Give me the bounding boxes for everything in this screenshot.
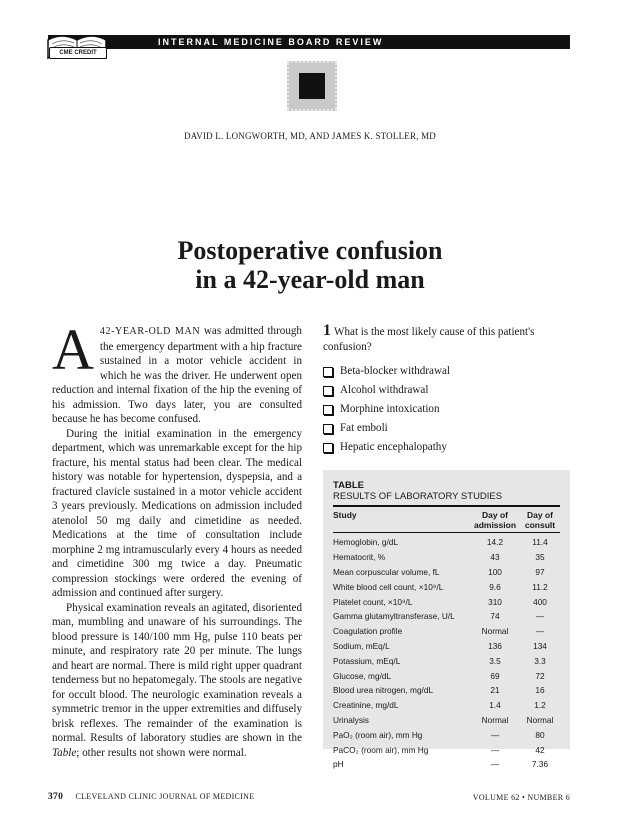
- row-admission: 136: [488, 640, 502, 651]
- row-study: Hematocrit, %: [333, 552, 386, 563]
- row-admission: 100: [488, 566, 502, 577]
- row-study: Creatinine, mg/dL: [333, 700, 399, 711]
- row-consult: 42: [535, 744, 545, 755]
- row-consult: 72: [535, 670, 545, 681]
- question-number: 1: [323, 322, 331, 339]
- row-admission: 1.4: [489, 700, 501, 711]
- row-admission: —: [490, 744, 500, 755]
- case-narrative: [52, 317, 302, 760]
- row-study: Hemoglobin, g/dL: [333, 537, 399, 548]
- row-consult: 11.2: [532, 581, 548, 592]
- row-consult: 80: [535, 729, 545, 740]
- table-row: [333, 565, 560, 580]
- row-consult: 400: [533, 596, 547, 607]
- row-study: Platelet count, ×10⁹/L: [333, 596, 413, 607]
- row-admission: 21: [490, 685, 500, 696]
- row-admission: 3.5: [489, 655, 501, 666]
- row-consult: 134: [533, 640, 547, 651]
- row-study: Blood urea nitrogen, mg/dL: [333, 685, 434, 696]
- row-consult: 16: [535, 685, 545, 696]
- question-text: What is the most likely cause of this patient's confusion?: [323, 326, 535, 353]
- case-paragraph-2: During the initial examination in the emergency department, which was unremarkable except for the hip fracture, his mental status had been clear. The medical history was notable for hypertension, dyspepsia, and a fractured clavicle sustained in a motor vehicle accident 3 years previously. Medications on admission included atenolol 50 mg daily and cimetidine as needed. Medications at the time of consultation include morphine 2 mg intramuscularly every 4 hours as needed and cimetidine 300 mg twice a day. Pneumatic compression stockings were ordered the evening of admission and continued after surgery.: [52, 427, 302, 599]
- answer-options: [323, 362, 569, 457]
- case-paragraph-1: A 42-YEAR-OLD MAN was admitted through the emergency department with a hip fracture sustained in a motor vehicle accident in which he was the driver. He underwent open reduction and internal fixation of the hip the evening of his admission. Two days later, you are consulted because he has become confused.: [52, 317, 302, 425]
- row-consult: —: [535, 611, 545, 622]
- row-consult: 3.3: [534, 655, 546, 666]
- answer-option[interactable]: Alcohol withdrawal: [323, 381, 569, 400]
- article-title: [0, 236, 620, 294]
- answer-option[interactable]: Morphine intoxication: [323, 400, 569, 419]
- row-study: White blood cell count, ×10⁹/L: [333, 581, 444, 592]
- table-rule-top: [333, 505, 560, 507]
- row-admission: —: [490, 729, 500, 740]
- journal-emblem-icon: [287, 61, 337, 111]
- row-admission: Normal: [481, 626, 509, 637]
- page-number: 370: [48, 792, 64, 802]
- table-row: [333, 713, 560, 728]
- row-study: Gamma glutamyltransferase, U/L: [333, 611, 455, 622]
- row-consult: 97: [535, 566, 545, 577]
- row-admission: 74: [490, 611, 500, 622]
- row-consult: 7.36: [531, 759, 549, 770]
- row-study: Sodium, mEq/L: [333, 640, 390, 651]
- table-row: [333, 683, 560, 698]
- row-consult: —: [535, 626, 545, 637]
- title-line-2: in a 42-year-old man: [195, 265, 425, 294]
- table-row: [333, 550, 560, 565]
- row-study: Mean corpuscular volume, fL: [333, 566, 440, 577]
- checkbox-icon[interactable]: [323, 443, 333, 453]
- section-header-bar: [48, 35, 570, 49]
- row-admission: 14.2: [486, 537, 504, 548]
- journal-name: CLEVELAND CLINIC JOURNAL OF MEDICINE: [75, 792, 255, 801]
- table-row: [333, 579, 560, 594]
- drop-cap: A: [52, 317, 94, 382]
- table-row: [333, 668, 560, 683]
- lab-results-table: [323, 470, 570, 770]
- checkbox-icon[interactable]: [323, 386, 333, 396]
- table-label: TABLE: [333, 480, 364, 491]
- page-footer: [48, 792, 570, 806]
- checkbox-icon[interactable]: [323, 367, 333, 377]
- column-header-study: Study: [333, 510, 357, 520]
- table-row: [333, 609, 560, 624]
- question-block: [323, 324, 569, 457]
- row-study: pH: [333, 759, 344, 770]
- row-admission: Normal: [481, 714, 509, 725]
- title-line-1: Postoperative confusion: [177, 236, 443, 265]
- table-rule-header: [333, 532, 560, 533]
- table-row: [333, 698, 560, 713]
- row-study: Potassium, mEq/L: [333, 655, 401, 666]
- lead-in: 42-YEAR-OLD MAN: [99, 326, 201, 337]
- table-row: [333, 757, 560, 772]
- row-study: Urinalysis: [333, 714, 369, 725]
- row-study: Coagulation profile: [333, 626, 403, 637]
- table-title: RESULTS OF LABORATORY STUDIES: [333, 491, 503, 502]
- issue-info: VOLUME 62 • NUMBER 6: [472, 793, 570, 802]
- row-admission: 69: [490, 670, 500, 681]
- table-row: [333, 727, 560, 742]
- row-admission: 310: [488, 596, 502, 607]
- table-row: [333, 639, 560, 654]
- table-row: [333, 653, 560, 668]
- row-admission: 9.6: [489, 581, 501, 592]
- table-row: [333, 594, 560, 609]
- cme-credit-label: CME CREDIT: [49, 47, 107, 59]
- row-consult: 1.2: [534, 700, 546, 711]
- row-study: PaCO₂ (room air), mm Hg: [333, 744, 429, 755]
- case-paragraph-3: Physical examination reveals an agitated, disoriented man, mumbling and unaware of his surroundings. The blood pressure is 140/100 mm Hg, pulse 110 beats per minute, and respiratory rate 20 per minute. The lungs and heart are normal. There is mild right upper quadrant tenderness but no hepatomegaly. The stools are negative for occult blood. The neurologic examination reveals a symmetric tremor in the upper extremities and diffusely brisk reflexes. The remainder of the examination is normal. Results of laboratory studies are shown in the Table; other results not shown were normal.: [52, 601, 302, 759]
- table-reference: Table: [52, 746, 77, 759]
- table-row: [333, 535, 560, 550]
- authors-line: DAVID L. LONGWORTH, MD, AND JAMES K. STOLLER, MD: [184, 131, 436, 141]
- column-header-consult: Day of consult: [524, 510, 556, 530]
- column-header-admission: Day of admission: [473, 510, 517, 530]
- question-stem: [323, 324, 569, 354]
- row-study: Glucose, mg/dL: [333, 670, 392, 681]
- table-row: [333, 742, 560, 757]
- row-admission: 43: [490, 552, 500, 563]
- row-consult: Normal: [526, 714, 554, 725]
- row-study: PaO₂ (room air), mm Hg: [333, 729, 423, 740]
- answer-option[interactable]: Beta-blocker withdrawal: [323, 362, 569, 381]
- row-admission: —: [490, 759, 500, 770]
- answer-option[interactable]: Hepatic encephalopathy: [323, 438, 569, 457]
- answer-option[interactable]: Fat emboli: [323, 419, 569, 438]
- checkbox-icon[interactable]: [323, 405, 333, 415]
- table-row: [333, 624, 560, 639]
- row-consult: 35: [535, 552, 545, 563]
- row-consult: 11.4: [532, 537, 548, 548]
- table-body: [333, 535, 560, 772]
- checkbox-icon[interactable]: [323, 424, 333, 434]
- series-title: INTERNAL MEDICINE BOARD REVIEW: [158, 37, 384, 47]
